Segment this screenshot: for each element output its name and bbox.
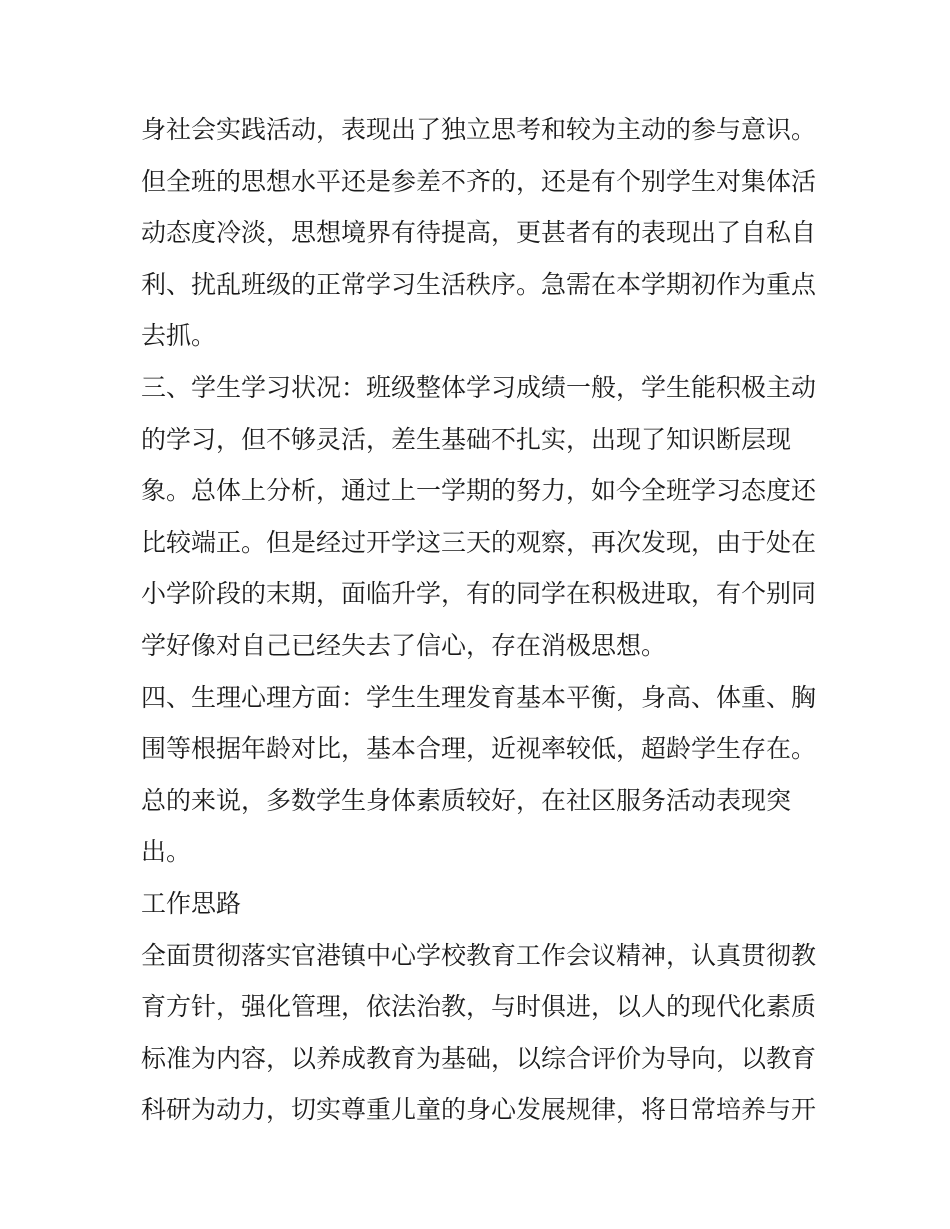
- document-body: [141, 104, 821, 1136]
- text-line: 比较端正。但是经过开学这三天的观察，再次发现，由于处在: [141, 527, 817, 557]
- text-line: 总的来说，多数学生身体素质较好，在社区服务活动表现突: [141, 785, 792, 815]
- text-line: 标准为内容，以养成教育为基础，以综合评价为导向，以教育: [141, 1043, 817, 1073]
- text-line: 全面贯彻落实官港镇中心学校教育工作会议精神，认真贯彻教: [141, 940, 817, 970]
- section-heading-line: 四、生理心理方面：学生生理发育基本平衡，身高、体重、胸: [141, 682, 817, 712]
- text-line: 但全班的思想水平还是参差不齐的，还是有个别学生对集体活: [141, 166, 817, 196]
- section-heading-line: 三、学生学习状况：班级整体学习成绩一般，学生能积极主动: [141, 372, 817, 402]
- text-line: 身社会实践活动，表现出了独立思考和较为主动的参与意识。: [141, 115, 817, 144]
- text-line: 出。: [141, 837, 192, 867]
- section-title: 工作思路: [141, 888, 242, 918]
- text-line: 学好像对自己已经失去了信心，存在消极思想。: [141, 630, 667, 660]
- text-line: 动态度冷淡，思想境界有待提高，更甚者有的表现出了自私自: [141, 218, 817, 248]
- text-line: 的学习，但不够灵活，差生基础不扎实，出现了知识断层现: [141, 424, 792, 454]
- text-line: 利、扰乱班级的正常学习生活秩序。急需在本学期初作为重点: [141, 269, 817, 299]
- text-line: 围等根据年龄对比，基本合理，近视率较低，超龄学生存在。: [141, 734, 817, 764]
- text-line: 象。总体上分析，通过上一学期的努力，如今全班学习态度还: [141, 476, 817, 506]
- text-line: 小学阶段的末期，面临升学，有的同学在积极进取，有个别同: [141, 579, 817, 609]
- text-line: 育方针，强化管理，依法治教，与时俱进，以人的现代化素质: [141, 992, 817, 1022]
- text-line: 去抓。: [141, 321, 217, 351]
- text-line: 科研为动力，切实尊重儿童的身心发展规律，将日常培养与开: [141, 1095, 817, 1125]
